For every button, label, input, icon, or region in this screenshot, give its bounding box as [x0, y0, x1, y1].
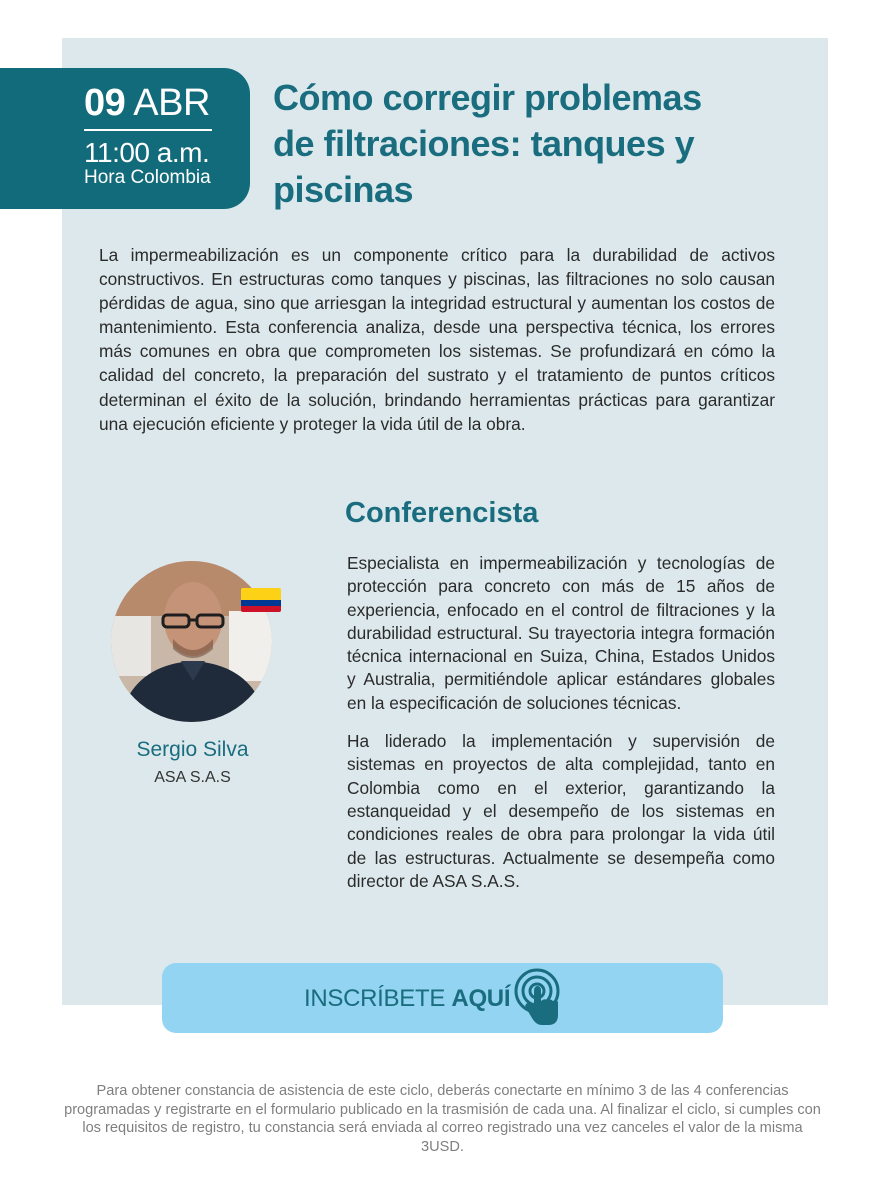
register-label-regular: INSCRÍBETE [304, 985, 446, 1012]
date-divider [84, 129, 212, 131]
event-day: 09 [84, 82, 126, 124]
speaker-section-heading: Conferencista [345, 497, 539, 529]
speaker-photo [111, 561, 272, 722]
speaker-bio-paragraph: Ha liderado la implementación y supervisión de sistemas en proyectos de alta complejidad, tanto en Colombia como en el exterior, garantizando la estanqueidad y el desempeño de los sistemas en condiciones reales de obra para prolongar la vida útil de las estructuras. Actualmente se desempeña como director de ASA S.A.S. [347, 731, 775, 891]
colombia-flag-icon [241, 588, 281, 612]
attendance-footnote: Para obtener constancia de asistencia de este ciclo, deberás conectarte en mínimo 3 de las 4 conferencias programadas y registrarte en el formulario publicado en la trasmisión de cada una. Al finalizar el ciclo, si cumples con los requisitos de registro, tu constancia será enviada al correo registrado una vez canceles el valor de la misma 3USD. [64, 1083, 821, 1155]
event-title: Cómo corregir problemas de filtraciones: tanques y piscinas [273, 77, 702, 210]
speaker-organization: ASA S.A.S [154, 769, 231, 786]
event-description: La impermeabilización es un componente crítico para la durabilidad de activos constructivos. En estructuras como tanques y piscinas, las filtraciones no solo causan pérdidas de agua, sino que arriesgan la integridad estructural y aumentan los costos de mantenimiento. Esta conferencia analiza, desde una perspectiva técnica, los errores más comunes en obra que comprometen los sistemas. Se profundizará en cómo la calidad del concreto, la preparación del sustrato y el tratamiento de puntos críticos determinan el éxito de la solución, brindando herramientas prácticas para garantizar una ejecución eficiente y proteger la vida útil de la obra. [99, 245, 775, 434]
speaker-name: Sergio Silva [136, 738, 249, 761]
event-date-badge [0, 68, 250, 209]
event-month: ABR [133, 82, 210, 124]
register-label-bold: AQUÍ [451, 985, 511, 1012]
event-timezone: Hora Colombia [84, 167, 211, 188]
register-button[interactable] [162, 963, 723, 1033]
event-date [84, 82, 250, 124]
speaker-bio-paragraph: Especialista en impermeabilización y tecnologías de protección para concreto con más de 15 años de experiencia, enfocado en el control de filtraciones y la durabilidad estructural. Su trayectoria integra formación técnica internacional en Suiza, China, Estados Unidos y Australia, permitiéndole aplicar estándares globales en la especificación de soluciones técnicas. [347, 553, 775, 713]
event-time: 11:00 a.m. [84, 137, 210, 168]
speaker-portrait-illustration [111, 561, 272, 722]
speaker-bio [347, 552, 775, 908]
tap-pointer-icon [512, 967, 568, 1029]
register-button-label [304, 985, 510, 1013]
